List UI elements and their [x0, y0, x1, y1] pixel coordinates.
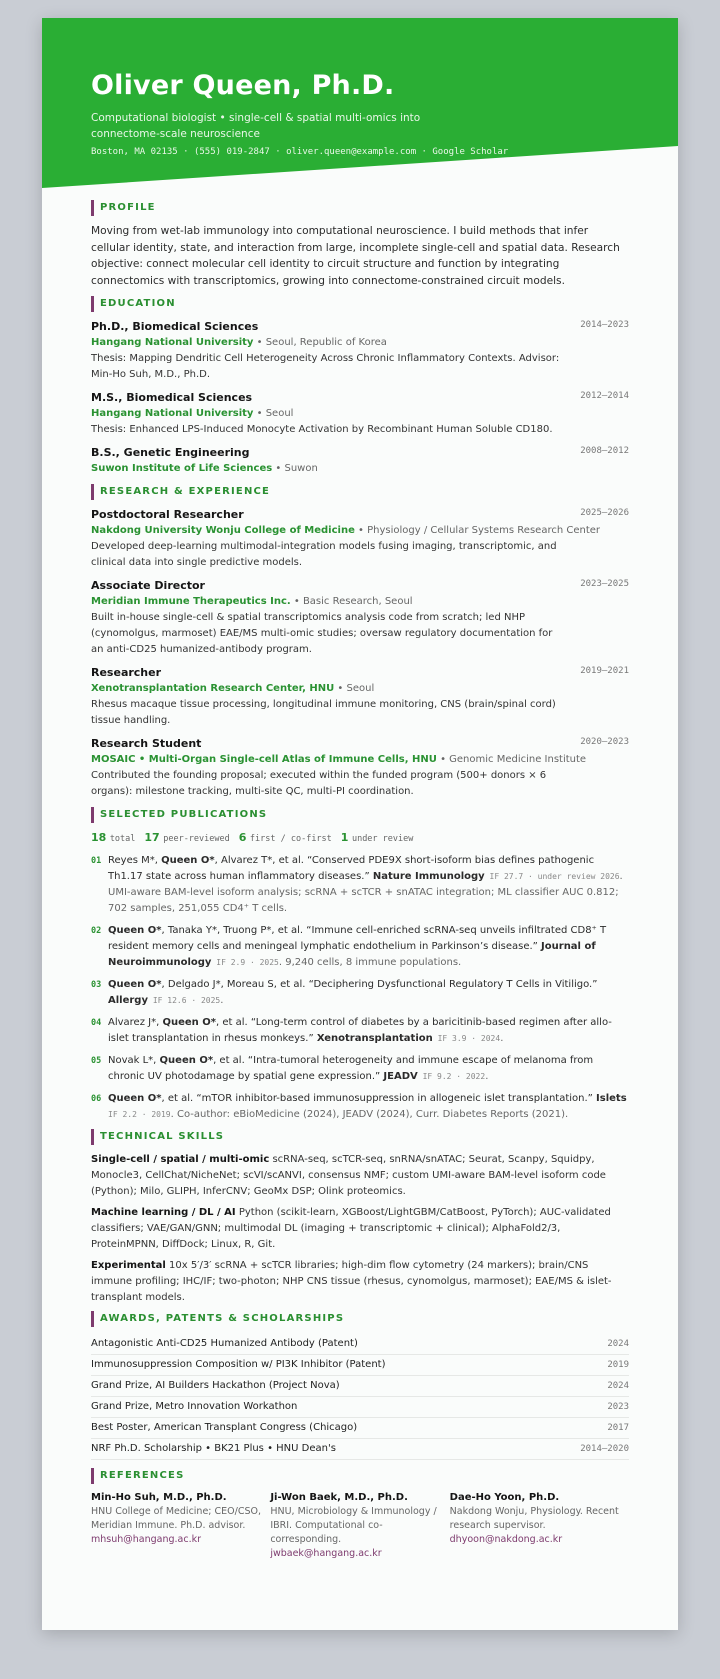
publication-journal: Islets [596, 1093, 627, 1104]
reference-email-link[interactable]: dhyoon@nakdong.ac.kr [449, 1534, 563, 1545]
candidate-name: Oliver Queen, Ph.D. [91, 70, 395, 101]
award-label: Antagonistic Anti-CD25 Humanized Antibody (Patent) [91, 1338, 358, 1349]
award-item [91, 1397, 629, 1418]
experience-organization: MOSAIC • Multi-Organ Single-cell Atlas of Immune Cells, HNU [91, 754, 437, 765]
publication-note: . [485, 1071, 489, 1082]
skill-detail: 10x 5′/3′ scRNA + scTCR libraries; high-dim flow cytometry (24 markers); brain/CNS immune profiling; IHC/IF; two-photon; NHP CNS tissue (rhesus, cynomolgus, marmoset); EAE/MS & islet-transplant models. [91, 1260, 612, 1303]
section-heading-awards: AWARDS, PATENTS & SCHOLARSHIPS [91, 1311, 629, 1327]
experience-entry [91, 578, 629, 658]
reference-description: HNU College of Medicine; CEO/CSO, Meridian Immune. Ph.D. advisor. [91, 1506, 261, 1531]
publication-note: . UMI-aware BAM-level isoform analysis; scRNA + scTCR + snATAC integration; ML classifier AUC 0.812; 702 samples, 251,055 CD4⁺ T cells. [108, 871, 623, 914]
publication-journal: Journal of Neuroimmunology [108, 941, 596, 968]
publication-impact-factor: IF 9.2 · 2022 [417, 1072, 486, 1081]
skills-list [91, 1152, 629, 1306]
publication-citation: , et al. “Long-term control of diabetes by a baricitinib-based regimen after allo-islet transplantation in rhesus monkeys.” [108, 1017, 612, 1044]
profile-text: Moving from wet-lab immunology into computational neuroscience. I build methods that infer cellular identity, state, and interaction from large, incomplete single-cell and spatial data. Research objective: connect molecular cell identity to circuit structure and function by integrating connectomics with transcriptomics, growing into connectome-constrained circuit models. [91, 225, 620, 287]
references-list [91, 1491, 629, 1561]
skill-detail: scRNA-seq, scTCR-seq, snRNA/snATAC; Seurat, Scanpy, Squidpy, Monocle3, CellChat/NicheNet; scVI/scANVI, consensus NMF; custom UMI-aware BAM-level isoform code (Python); Milo, GLIPH, InferCNV; GeoMx DSP; Olink proteomics. [91, 1154, 606, 1197]
experience-entry [91, 665, 629, 729]
publication-item [91, 977, 629, 1009]
award-date: 2014–2020 [580, 1444, 629, 1454]
publication-citation: , Alvarez T*, et al. “Conserved PDE9X short-isoform bias defines pathogenic Th1.17 state across human inflammatory diseases.” [108, 855, 595, 882]
experience-description: Developed deep-learning multimodal-integration models fusing imaging, transcriptomic, and clinical data into single predictive models. [91, 541, 557, 568]
publication-number: 05 [91, 1056, 102, 1066]
award-label: Grand Prize, AI Builders Hackathon (Project Nova) [91, 1380, 340, 1391]
experience-location: • Genomic Medicine Institute [436, 754, 587, 765]
stat-number: 1 [340, 831, 349, 844]
header-banner [42, 18, 678, 188]
stat-label: under review [351, 834, 414, 844]
experience-organization: Meridian Immune Therapeutics Inc. [91, 596, 291, 607]
publication-citation: , Delgado J*, Moreau S, et al. “Deciphering Dysfunctional Regulatory T Cells in Vitiligo.” [161, 979, 598, 990]
education-location: • Suwon [272, 463, 318, 474]
skill-item [91, 1205, 629, 1253]
experience-title: Postdoctoral Researcher [91, 508, 244, 521]
publication-author-self: Queen O* [161, 855, 215, 866]
publication-item [91, 853, 629, 917]
award-item [91, 1355, 629, 1376]
stat-number: 17 [144, 831, 160, 844]
reference-card [270, 1491, 449, 1561]
publication-number: 01 [91, 856, 102, 866]
award-label: NRF Ph.D. Scholarship • BK21 Plus • HNU Dean's [91, 1443, 336, 1454]
education-description: Thesis: Enhanced LPS-Induced Monocyte Activation by Recombinant Human Soluble CD180. [91, 424, 553, 435]
award-date: 2023 [607, 1402, 629, 1412]
publication-journal: Nature Immunology [372, 871, 485, 882]
section-heading-profile: PROFILE [91, 200, 629, 216]
reference-email-link[interactable]: mhsuh@hangang.ac.kr [91, 1534, 202, 1545]
publication-authors-pre: Novak L*, [108, 1055, 160, 1066]
skill-category: Single-cell / spatial / multi-omic [91, 1154, 270, 1165]
publication-author-self: Queen O* [108, 979, 162, 990]
reference-email-link[interactable]: jwbaek@hangang.ac.kr [270, 1548, 382, 1559]
publication-citation: , et al. “mTOR inhibitor-based immunosuppression in allogeneic islet transplantation.” [161, 1093, 597, 1104]
award-label: Best Poster, American Transplant Congress (Chicago) [91, 1422, 358, 1433]
education-entry [91, 445, 629, 477]
skill-category: Experimental [91, 1260, 166, 1271]
experience-org-line [91, 752, 629, 768]
education-org-line [91, 461, 629, 477]
experience-date: 2020–2023 [580, 737, 629, 747]
award-item [91, 1439, 629, 1460]
education-organization: Hangang National University [91, 337, 254, 348]
stat-label: total [109, 834, 136, 844]
skill-item [91, 1152, 629, 1200]
publication-author-self: Queen O* [159, 1055, 214, 1066]
publication-journal: Xenotransplantation [316, 1033, 433, 1044]
experience-organization: Xenotransplantation Research Center, HNU [91, 683, 335, 694]
publication-journal: JEADV [383, 1071, 418, 1082]
skill-detail: Python (scikit-learn, XGBoost/LightGBM/CatBoost, PyTorch); AUC-validated classifiers; VAE/GAN/GNN; multimodal DL (imaging + transcriptomic + clinical); AlphaFold2/3, ProteinMPNN, DiffDock; Linux, R, Git. [91, 1207, 611, 1250]
experience-location: • Physiology / Cellular Systems Research Center [354, 525, 601, 536]
publication-citation: , Tanaka Y*, Truong P*, et al. “Immune cell-enriched scRNA-seq unveils infiltrated CD8⁺ T resident memory cells and meningeal lymphatic endothelium in Parkinson’s disease.” [108, 925, 607, 952]
publication-impact-factor: IF 2.2 · 2019 [108, 1110, 171, 1119]
publication-author-self: Queen O* [162, 1017, 216, 1028]
experience-org-line [91, 594, 629, 610]
award-date: 2019 [607, 1360, 629, 1370]
tagline: Computational biologist • single-cell & spatial multi-omics into connectome-scale neuroscience [91, 112, 421, 140]
publication-impact-factor: IF 3.9 · 2024 [432, 1034, 501, 1043]
publication-note: . [220, 995, 224, 1006]
reference-description: HNU, Microbiology & Immunology / IBRI. Computational co-corresponding. [270, 1506, 437, 1545]
education-org-line [91, 406, 629, 422]
reference-description: Nakdong Wonju, Physiology. Recent research supervisor. [449, 1506, 619, 1531]
education-title: Ph.D., Biomedical Sciences [91, 320, 259, 333]
stat-number: 6 [238, 831, 247, 844]
award-label: Grand Prize, Metro Innovation Workathon [91, 1401, 298, 1412]
education-list [91, 319, 629, 477]
experience-title: Research Student [91, 737, 202, 750]
publication-item [91, 923, 629, 971]
reference-card [91, 1491, 270, 1561]
experience-location: • Seoul [334, 683, 375, 694]
publication-impact-factor: IF 12.6 · 2025 [148, 996, 221, 1005]
education-date: 2014–2023 [580, 320, 629, 330]
education-org-line [91, 335, 629, 351]
education-entry [91, 390, 629, 438]
education-organization: Hangang National University [91, 408, 254, 419]
resume-body [91, 200, 629, 1561]
award-date: 2017 [607, 1423, 629, 1433]
publication-list [91, 853, 629, 1123]
experience-org-line [91, 523, 629, 539]
skill-category: Machine learning / DL / AI [91, 1207, 236, 1218]
publication-note: . 9,240 cells, 8 immune populations. [278, 957, 462, 968]
publication-impact-factor: IF 2.9 · 2025 [211, 958, 279, 967]
reference-name: Ji-Won Baek, M.D., Ph.D. [270, 1492, 408, 1503]
publication-authors-pre: Alvarez J*, [108, 1017, 163, 1028]
publication-journal: Allergy [108, 995, 148, 1006]
experience-entry [91, 507, 629, 571]
experience-date: 2023–2025 [580, 579, 629, 589]
reference-card [450, 1491, 629, 1561]
publication-authors-pre: Reyes M*, [108, 855, 162, 866]
experience-date: 2025–2026 [580, 508, 629, 518]
experience-org-line [91, 681, 629, 697]
award-date: 2024 [607, 1339, 629, 1349]
experience-entry [91, 736, 629, 800]
award-item [91, 1418, 629, 1439]
award-item [91, 1334, 629, 1355]
publication-impact-factor: IF 27.7 · under review 2026 [484, 872, 620, 881]
award-date: 2024 [607, 1381, 629, 1391]
resume-page [42, 18, 678, 1630]
publication-item [91, 1053, 629, 1085]
publication-note: . [500, 1033, 504, 1044]
publication-number: 04 [91, 1018, 102, 1028]
section-heading-skills: TECHNICAL SKILLS [91, 1129, 629, 1145]
section-heading-references: REFERENCES [91, 1468, 629, 1484]
section-heading-experience: RESEARCH & EXPERIENCE [91, 484, 629, 500]
experience-location: • Basic Research, Seoul [290, 596, 413, 607]
experience-list [91, 507, 629, 800]
education-description: Thesis: Mapping Dendritic Cell Heterogeneity Across Chronic Inflammatory Contexts. Advisor: Min-Ho Suh, M.D., Ph.D. [91, 353, 560, 380]
education-title: M.S., Biomedical Sciences [91, 391, 253, 404]
publication-item [91, 1091, 629, 1123]
experience-title: Associate Director [91, 579, 205, 592]
experience-description: Rhesus macaque tissue processing, longitudinal immune monitoring, CNS (brain/spinal cord) tissue handling. [91, 699, 556, 726]
publication-note: . Co-author: eBioMedicine (2024), JEADV (2024), Curr. Diabetes Reports (2021). [170, 1109, 569, 1120]
stat-number: 18 [91, 831, 107, 844]
education-entry [91, 319, 629, 383]
publication-number: 06 [91, 1094, 102, 1104]
experience-date: 2019–2021 [580, 666, 629, 676]
publication-citation: , et al. “Intra-tumoral heterogeneity and immune escape of melanoma from chronic UV photodamage by spatial gene expression.” [108, 1055, 594, 1082]
contact-line: Boston, MA 02135 · (555) 019-2847 · oliver.queen@example.com · Google Scholar [91, 147, 509, 157]
awards-list [91, 1334, 629, 1460]
stat-label: first / co-first [249, 834, 332, 844]
experience-organization: Nakdong University Wonju College of Medicine [91, 525, 355, 536]
publication-stats [91, 830, 629, 847]
education-location: • Seoul [253, 408, 294, 419]
publication-number: 02 [91, 926, 102, 936]
award-label: Immunosuppression Composition w/ PI3K Inhibitor (Patent) [91, 1359, 386, 1370]
education-title: B.S., Genetic Engineering [91, 446, 250, 459]
education-location: • Seoul, Republic of Korea [253, 337, 387, 348]
experience-description: Contributed the founding proposal; executed within the funded program (500+ donors × 6 organs): milestone tracking, multi-site QC, multi-PI coordination. [91, 770, 547, 797]
skill-item [91, 1258, 629, 1306]
publication-item [91, 1015, 629, 1047]
award-item [91, 1376, 629, 1397]
education-date: 2008–2012 [580, 446, 629, 456]
publication-author-self: Queen O* [108, 1093, 162, 1104]
publication-author-self: Queen O* [108, 925, 162, 936]
reference-name: Dae-Ho Yoon, Ph.D. [449, 1492, 560, 1503]
stat-label: peer-reviewed [163, 834, 230, 844]
section-heading-education: EDUCATION [91, 296, 629, 312]
education-organization: Suwon Institute of Life Sciences [91, 463, 273, 474]
education-date: 2012–2014 [580, 391, 629, 401]
reference-name: Min-Ho Suh, M.D., Ph.D. [91, 1492, 227, 1503]
experience-description: Built in-house single-cell & spatial transcriptomics analysis code from scratch; led NHP (cynomolgus, marmoset) EAE/MS multi-omic studies; oversaw regulatory documentation for an anti-CD25 humanized-antibody program. [91, 612, 553, 655]
experience-title: Researcher [91, 666, 162, 679]
publication-number: 03 [91, 980, 102, 990]
section-heading-publications: SELECTED PUBLICATIONS [91, 807, 629, 823]
